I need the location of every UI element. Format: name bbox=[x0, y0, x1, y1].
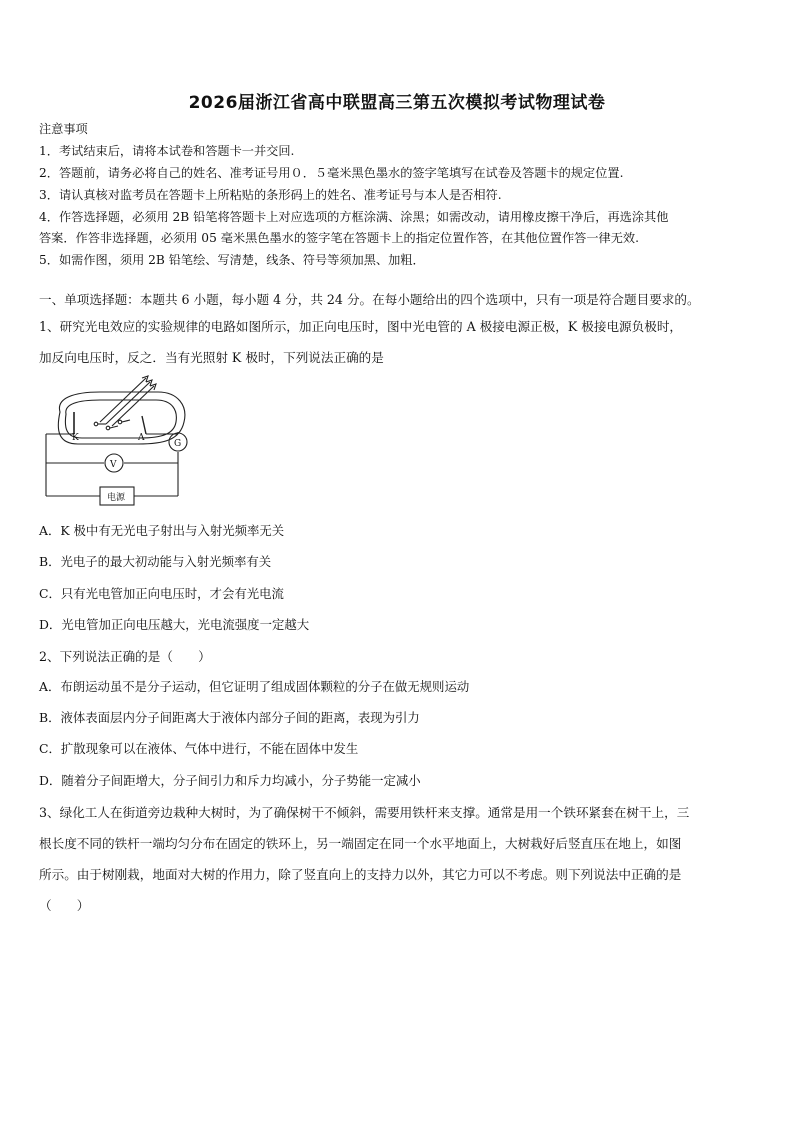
question-1-option-c: C．只有光电管加正向电压时，才会有光电流 bbox=[39, 586, 284, 601]
question-1-stem: 加反向电压时，反之．当有光照射 K 极时，下列说法正确的是 bbox=[39, 350, 384, 365]
question-1-option-b: B．光电子的最大初动能与入射光频率有关 bbox=[39, 554, 272, 569]
question-3-stem: 根长度不同的铁杆一端均匀分布在固定的铁环上，另一端固定在同一个水平地面上，大树栽好后竖直压在地上，如图 bbox=[39, 836, 682, 851]
anode-a bbox=[142, 416, 146, 434]
notice-item: 答案．作答非选择题，必须用 05 毫米黑色墨水的签字笔在答题卡上的指定位置作答，在其他位置作答一律无效. bbox=[39, 231, 639, 245]
question-1-option-a: A．K 极中有无光电子射出与入射光频率无关 bbox=[39, 523, 285, 538]
cathode-label: K bbox=[72, 433, 79, 443]
notice-item: 1．考试结束后，请将本试卷和答题卡一并交回. bbox=[39, 144, 295, 158]
anode-label: A bbox=[138, 433, 145, 443]
photocell-tube-inner bbox=[65, 400, 176, 438]
light-ray bbox=[106, 382, 150, 424]
notice-item: 5．如需作图，须用 2B 铅笔绘、写清楚，线条、符号等须加黑、加粗． bbox=[39, 253, 425, 267]
section-heading: 一、单项选择题：本题共 6 小题，每小题 4 分，共 24 分。在每小题给出的四个选项中，只有一项是符合题目要求的。 bbox=[39, 292, 700, 307]
question-3-stem: 所示。由于树刚栽，地面对大树的作用力，除了竖直向上的支持力以外，其它力可以不考虑。则下列说法中正确的是 bbox=[39, 867, 682, 882]
question-1-stem: 1、研究光电效应的实验规律的电路如图所示，加正向电压时，图中光电管的 A 极接电源正极，K 极接电源负极时， bbox=[39, 319, 683, 334]
question-2-option-b: B．液体表面层内分子间距离大于液体内部分子间的距离，表现为引力 bbox=[39, 710, 420, 725]
notice-item: 3．请认真核对监考员在答题卡上所粘贴的条形码上的姓名、准考证号与本人是否相符. bbox=[39, 188, 502, 202]
power-source-label: 电源 bbox=[107, 493, 126, 503]
photoelectric-circuit-diagram bbox=[38, 368, 198, 510]
question-2-option-a: A．布朗运动虽不是分子运动，但它证明了组成固体颗粒的分子在做无规则运动 bbox=[39, 679, 470, 694]
question-2-stem: 2、下列说法正确的是（ ） bbox=[39, 649, 211, 664]
galvanometer-label: G bbox=[174, 439, 182, 449]
notice-item: 4．作答选择题，必须用 2B 铅笔将答题卡上对应选项的方框涂满、涂黑；如需改动，请用橡皮擦干净后，再选涂其他 bbox=[39, 210, 669, 224]
voltmeter-label: V bbox=[110, 460, 117, 470]
question-2-option-c: C．扩散现象可以在液体、气体中进行，不能在固体中发生 bbox=[39, 741, 359, 756]
page-title: 2026届浙江省高中联盟高三第五次模拟考试物理试卷 bbox=[188, 93, 606, 113]
question-2-option-d: D．随着分子间距增大，分子间引力和斥力均减小，分子势能一定减小 bbox=[39, 773, 421, 788]
question-3-stem: 3、绿化工人在街道旁边栽种大树时，为了确保树干不倾斜，需要用铁杆来支撑。通常是用一个铁环紧套在树干上，三 bbox=[39, 805, 690, 820]
notice-heading: 注意事项 bbox=[39, 122, 88, 136]
question-3-stem: （ ） bbox=[39, 898, 90, 913]
question-1-option-d: D．光电管加正向电压越大，光电流强度一定越大 bbox=[39, 617, 310, 632]
notice-item: 2．答题前，请务必将自己的姓名、准考证号用０．５毫米黑色墨水的签字笔填写在试卷及答题卡的规定位置. bbox=[39, 166, 624, 180]
